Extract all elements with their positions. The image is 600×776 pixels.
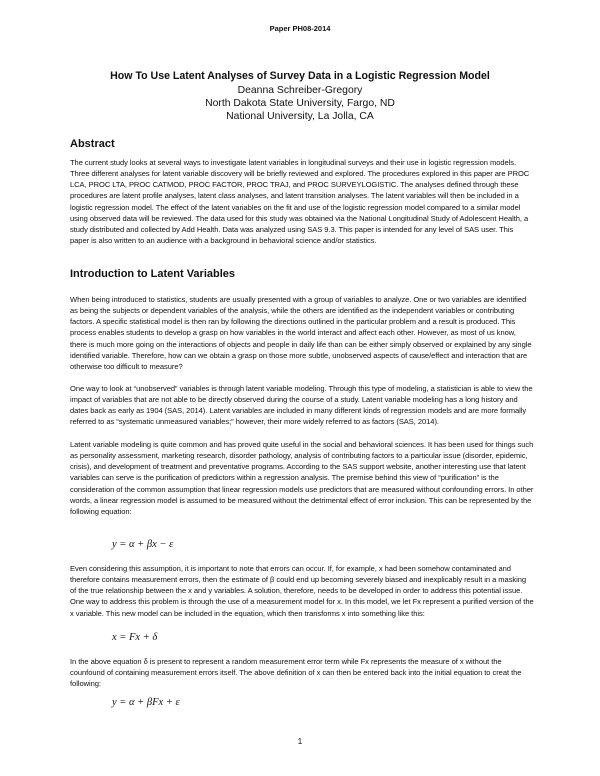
intro-paragraph-1: When being introduced to statistics, students are usually presented with a group of variables to analyze. One or two variables are identified as being the subjects or dependent variables of the analysis, while the others are identified as the independent variables or contributing factors. A specific statistical model is then ran by following the directions outlined in the particular problem and a result is produced. This process enables students to develop a grasp on how variables in the world interact and affect each other. However, as most of us know, there is much more going on the interactions of objects and people in daily life than can be either simply observed or explained by any single identified variable. Therefore, how can we obtain a grasp on those more subtle, unobserved aspects of cause/effect and interaction that are otherwise too difficult to measure? — [70, 295, 532, 371]
equation-3: y = α + βFx + ε — [112, 697, 180, 708]
equation-2: x = Fx + δ — [112, 632, 158, 643]
abstract-text: The current study looks at several ways to investigate latent variables in longitudinal surveys and their use in logistic regression models. Three different analyses for latent variable discovery will be briefly reviewed and explored. The procedures explored in this paper are PROC LCA, PROC LTA, PROC CATMOD, PROC FACTOR, PROC TRAJ, and PROC SURVEYLOGISTIC. The analyses defined through these procedures are latent profile analyses, latent class analyses, and latent transition analyses. The latent variables will then be included in a logistic regression model. The effect of the latent variables on the fit and use of the logistic regression model compared to a similar model using observed data will be reviewed. The data used for this study was obtained via the National Longitudinal Study of Adolescent Health, a study distributed and collected by Add Health. Data was analyzed using SAS 9.3. This paper is intended for any level of SAS user. This paper is also written to an audience with a background in behavioral science and/or statistics. — [70, 158, 530, 246]
intro-heading: Introduction to Latent Variables — [70, 268, 236, 280]
author-affiliation-1: North Dakota State University, Fargo, ND — [205, 98, 395, 109]
intro-paragraph-4: Even considering this assumption, it is important to note that errors can occur. If, for example, x had been somehow contaminated and therefore contains measurement errors, then the estimate of β could end up becoming severely biased and inexplicably result in a masking of the true relationship between the x and y variables. A solution, therefore, needs to be developed in order to address this potential issue. One way to address this problem is through the use of a measurement model for x. In this model, we let Fx represent a purified version of the x variable. This new model can be included in the equation, which then transforms x into something like this: — [70, 564, 534, 618]
equation-1: y = α + βx − ε — [112, 539, 174, 550]
author-name: Deanna Schreiber-Gregory — [237, 85, 363, 96]
intro-paragraph-2: One way to look at “unobserved” variables is through latent variable modeling. Through this type of modeling, a statistician is able to view the impact of variables that are not able to be directly observed during the course of a study. Latent variable modeling has a long history and dates back as early as 1904 (SAS, 2014). Latent variables are included in many different kinds of regression models and are more formally referred to as “systematic unmeasured variables;” however, their more widely referred to as factors (SAS, 2014). — [70, 384, 533, 427]
intro-paragraph-3: Latent variable modeling is quite common and has proved quite useful in the social and behavioral sciences. It has been used for things such as personality assessment, marketing research, disorder pathology, analysis of contributing factors to a particular issue (disorder, epidemic, crisis), and development of treatment and preventative programs. According to the SAS support website, another interesting use that latent variables can serve is the purification of predictors within a regression analysis. The premise behind this view of “purification” is the consideration of the common assumption that linear regression models use predictors that are measured without confounding errors. In other words, a linear regression model is assumed to be measured without the detrimental effect of error inclusion. This can be represented by the following equation: — [70, 440, 534, 516]
abstract-heading: Abstract — [70, 138, 115, 150]
paper-title: How To Use Latent Analyses of Survey Data in a Logistic Regression Model — [110, 70, 490, 82]
paper-id: Paper PH08-2014 — [269, 24, 331, 33]
author-affiliation-2: National University, La Jolla, CA — [226, 111, 374, 122]
intro-paragraph-5: In the above equation δ is present to represent a random measurement error term while Fx represents the measure of x without the counfound of containing measurement errors itself. The above definition of x can then be entered back into the initial equation to creat the following: — [70, 657, 522, 689]
page-number: 1 — [297, 737, 303, 746]
